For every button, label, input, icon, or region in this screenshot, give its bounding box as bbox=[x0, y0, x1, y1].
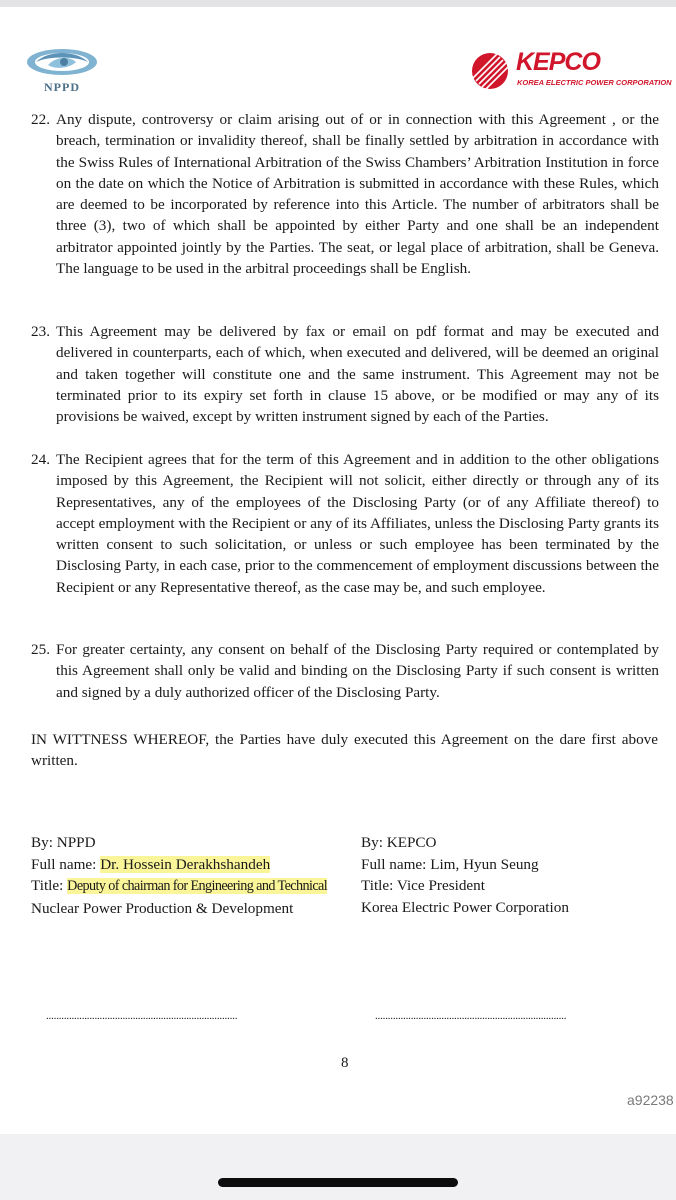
clause-number: 22. bbox=[31, 111, 50, 128]
kepco-logo-word: KEPCO bbox=[516, 48, 600, 76]
witness-statement: IN WITTNESS WHEREOF, the Parties have duly executed this Agreement on the dare first above written. bbox=[31, 731, 658, 770]
document-id: a92238 bbox=[627, 1092, 674, 1108]
signature-line-nppd: ........................................................................... bbox=[46, 1010, 238, 1022]
top-status-strip bbox=[0, 0, 676, 7]
nppd-logo bbox=[26, 48, 98, 96]
clause-24 bbox=[31, 449, 659, 598]
clause-number: 25. bbox=[31, 641, 50, 658]
signatory-title: Deputy of chairman for Engineering and Technical bbox=[67, 878, 328, 894]
signatory-organization: Korea Electric Power Corporation bbox=[361, 898, 569, 916]
signatory-title-row bbox=[361, 875, 569, 897]
signatory-full-name-row bbox=[361, 854, 569, 876]
signatory-party: By: NPPD bbox=[31, 834, 96, 851]
clause-25 bbox=[31, 639, 659, 703]
signatory-full-name: Lim, Hyun Seung bbox=[430, 855, 539, 873]
nppd-emblem-icon bbox=[26, 48, 98, 80]
signature-line-kepco: ........................................................................... bbox=[375, 1010, 567, 1022]
signature-block-nppd bbox=[31, 832, 327, 919]
signatory-title-row bbox=[31, 875, 327, 898]
clause-text: The Recipient agrees that for the term of this Agreement and in addition to the other obligations imposed by this Agreement, the Recipient will not solicit, either directly or through any of its Representatives, any of the employees of the Disclosing Party (or of any Affiliate thereof) to accept employment with the Recipient or any of its Affiliates, unless the Disclosing Party grants its written consent to such solicitation, or unless or such employee has been terminated by the Disclosing Party, in each case, prior to the commencement of employment discussions between the Recipient or any Representative thereof, as the case may be, and such employee. bbox=[56, 451, 659, 596]
signatory-full-name-row bbox=[31, 854, 327, 876]
clause-22 bbox=[31, 109, 659, 279]
signatory-title: Vice President bbox=[396, 877, 485, 894]
signature-block-kepco bbox=[361, 832, 569, 918]
full-name-label: Full name: bbox=[361, 855, 431, 873]
kepco-emblem-icon bbox=[470, 51, 514, 91]
full-name-label: Full name: bbox=[31, 855, 101, 873]
clause-text: For greater certainty, any consent on behalf of the Disclosing Party required or contemplated by this Agreement shall only be valid and binding on the Disclosing Party if such consent is written and signed by a duly authorized officer of the Disclosing Party. bbox=[56, 641, 659, 701]
page-number: 8 bbox=[341, 1055, 349, 1071]
clause-number: 24. bbox=[31, 451, 50, 468]
kepco-logo bbox=[470, 48, 672, 91]
bottom-bar bbox=[0, 1134, 676, 1200]
clause-text: This Agreement may be delivered by fax or email on pdf format and may be executed and delivered in counterparts, each of which, when executed and delivered, will be deemed an original and taken together will constitute one and the same instrument. This Agreement may not be terminated prior to its expiry set forth in clause 15 above, or be modified or may any of its provisions be waived, except by written instrument signed by each of the Parties. bbox=[56, 323, 659, 426]
clause-number: 23. bbox=[31, 323, 50, 340]
signatory-party: By: KEPCO bbox=[361, 834, 437, 851]
title-label: Title: bbox=[31, 877, 68, 894]
nppd-logo-text: NPPD bbox=[44, 80, 80, 94]
signatory-organization: Nuclear Power Production & Development bbox=[31, 899, 294, 917]
title-label: Title: bbox=[361, 877, 397, 894]
home-indicator[interactable] bbox=[218, 1178, 458, 1187]
clause-23 bbox=[31, 321, 659, 427]
signatory-full-name: Dr. Hossein Derakhshandeh bbox=[100, 855, 271, 873]
clause-text: Any dispute, controversy or claim arising out of or in connection with this Agreement , or the breach, termination or invalidity thereof, shall be finally settled by arbitration in accordance with the Swiss Rules of International Arbitration of the Swiss Chambers’ Arbitration Institution in force on the date on which the Notice of Arbitration is submitted in accordance with these Rules, which are deemed to be incorporated by reference into this Article. The number of arbitrators shall be three (3), two of which shall be appointed by either Party and one shall be an independent arbitrator appointed jointly by the Parties. The seat, or legal place of arbitration, shall be Geneva. The language to be used in the arbitral proceedings shall be English. bbox=[56, 111, 659, 278]
kepco-logo-subtitle: KOREA ELECTRIC POWER CORPORATION bbox=[517, 78, 672, 87]
